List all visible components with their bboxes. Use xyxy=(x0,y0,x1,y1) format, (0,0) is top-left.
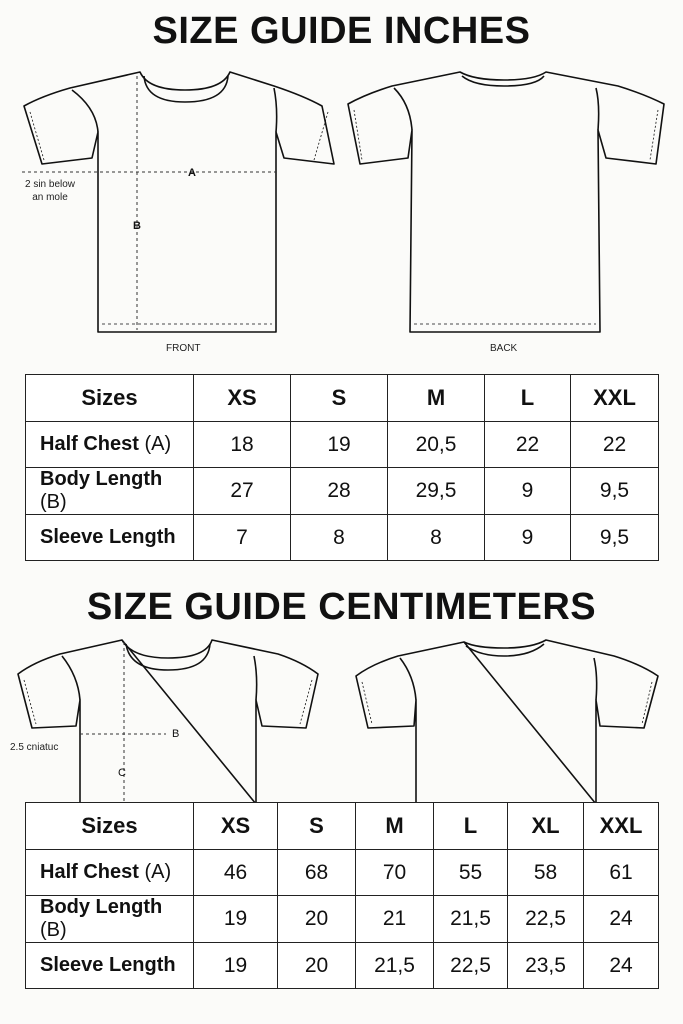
table-cell: 7 xyxy=(194,515,291,561)
table-cell: 22,5 xyxy=(434,943,508,989)
row-label-text: Half Chest xyxy=(40,861,139,883)
measure-note-line1: 2 sin below xyxy=(24,179,76,190)
table-cell: 9,5 xyxy=(571,515,659,561)
table-cell: 22,5 xyxy=(508,896,584,943)
row-label-suffix: (A) xyxy=(138,861,172,883)
size-table-centimeters xyxy=(25,802,659,989)
dim-b-label-cm: B xyxy=(172,728,180,740)
dim-c-label-cm: C xyxy=(118,767,126,779)
tshirt-back-cm xyxy=(354,636,660,804)
header-size: XS xyxy=(194,803,278,850)
table-cell: 61 xyxy=(584,850,659,896)
table-cell: 21,5 xyxy=(434,896,508,943)
row-label-suffix: (A) xyxy=(138,433,172,455)
header-size: XL xyxy=(508,803,584,850)
table-cell: 55 xyxy=(434,850,508,896)
header-size: M xyxy=(356,803,434,850)
table-cell: 68 xyxy=(278,850,356,896)
table-cell: 23,5 xyxy=(508,943,584,989)
row-label-sleeve-length xyxy=(26,515,194,561)
table-cell: 9 xyxy=(485,515,571,561)
table-cell: 18 xyxy=(194,422,291,468)
table-cell: 20 xyxy=(278,943,356,989)
measure-note-cm: 2.5 cniatuc xyxy=(10,742,59,753)
table-cell: 19 xyxy=(291,422,388,468)
title-inches: SIZE GUIDE INCHES xyxy=(152,10,531,52)
row-label-body-length xyxy=(26,896,194,943)
front-label: FRONT xyxy=(166,343,201,354)
table-row xyxy=(26,896,659,943)
row-label-body-length xyxy=(26,468,194,515)
table-header-row xyxy=(26,803,659,850)
row-label-text: Body Length xyxy=(40,896,163,918)
dim-a-label: A xyxy=(188,167,196,179)
table-cell: 8 xyxy=(291,515,388,561)
table-header-row xyxy=(26,375,659,422)
header-size: M xyxy=(388,375,485,422)
tshirt-front-cm xyxy=(16,636,320,804)
table-row xyxy=(26,468,659,515)
row-label-text: Sleeve Length xyxy=(40,954,176,976)
header-size: L xyxy=(434,803,508,850)
table-row xyxy=(26,943,659,989)
table-cell: 24 xyxy=(584,896,659,943)
header-size: XS xyxy=(194,375,291,422)
table-cell: 24 xyxy=(584,943,659,989)
table-cell: 29,5 xyxy=(388,468,485,515)
row-label-suffix: (B) xyxy=(40,491,67,513)
table-cell: 19 xyxy=(194,896,278,943)
table-cell: 27 xyxy=(194,468,291,515)
table-cell: 21,5 xyxy=(356,943,434,989)
row-label-half-chest xyxy=(26,850,194,896)
header-size: XXL xyxy=(584,803,659,850)
table-row xyxy=(26,515,659,561)
table-cell: 20,5 xyxy=(388,422,485,468)
header-size: S xyxy=(291,375,388,422)
measure-note-line2: an mole xyxy=(32,192,68,203)
header-sizes: Sizes xyxy=(26,375,194,422)
back-label: BACK xyxy=(490,343,518,354)
table-cell: 9,5 xyxy=(571,468,659,515)
table-cell: 20 xyxy=(278,896,356,943)
table-cell: 21 xyxy=(356,896,434,943)
row-label-text: Half Chest xyxy=(40,433,139,455)
measure-note-inches xyxy=(10,178,90,204)
header-sizes: Sizes xyxy=(26,803,194,850)
table-cell: 9 xyxy=(485,468,571,515)
row-label-suffix: (B) xyxy=(40,919,67,941)
table-cell: 28 xyxy=(291,468,388,515)
header-size: XXL xyxy=(571,375,659,422)
row-label-text: Body Length xyxy=(40,468,163,490)
row-label-sleeve-length xyxy=(26,943,194,989)
table-cell: 70 xyxy=(356,850,434,896)
table-row xyxy=(26,850,659,896)
table-cell: 22 xyxy=(485,422,571,468)
header-size: L xyxy=(485,375,571,422)
table-cell: 19 xyxy=(194,943,278,989)
table-cell: 46 xyxy=(194,850,278,896)
size-table-inches xyxy=(25,374,659,561)
header-size: S xyxy=(278,803,356,850)
table-cell: 22 xyxy=(571,422,659,468)
row-label-text: Sleeve Length xyxy=(40,526,176,548)
title-centimeters: SIZE GUIDE CENTIMETERS xyxy=(86,586,597,628)
table-row xyxy=(26,422,659,468)
dim-b-label: B xyxy=(133,220,141,232)
table-cell: 8 xyxy=(388,515,485,561)
row-label-half-chest xyxy=(26,422,194,468)
table-cell: 58 xyxy=(508,850,584,896)
tshirt-back-inches xyxy=(344,68,666,338)
